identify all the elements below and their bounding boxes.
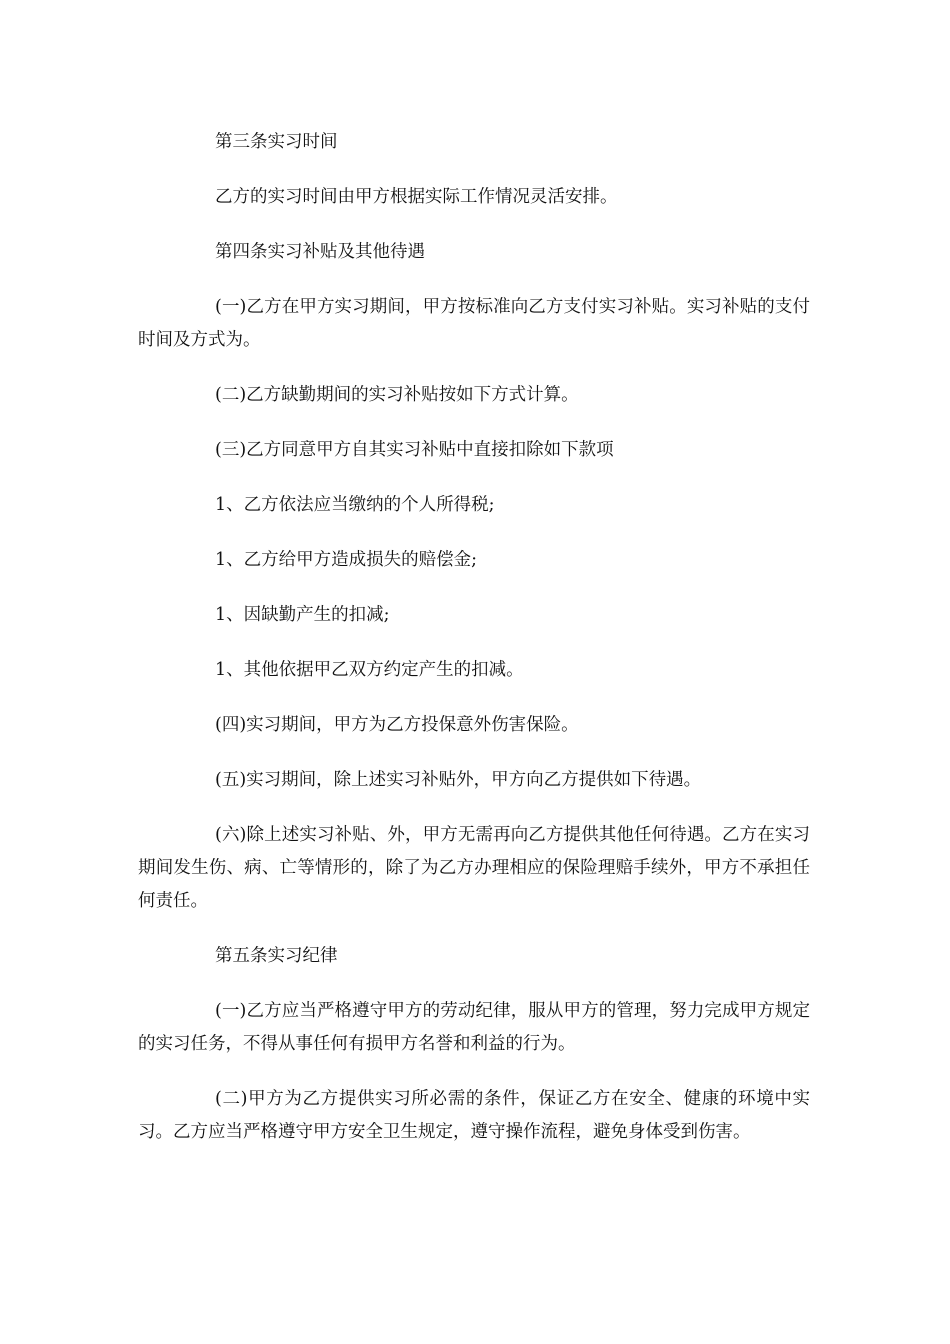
list-item: 1、乙方给甲方造成损失的赔偿金; [215, 550, 478, 570]
paragraph: (四)实习期间，甲方为乙方投保意外伤害保险。 [215, 715, 579, 735]
document-body [138, 126, 810, 1171]
paragraph: (五)实习期间，除上述实习补贴外，甲方向乙方提供如下待遇。 [215, 770, 702, 790]
section-heading-article-4: 第四条实习补贴及其他待遇 [215, 242, 425, 262]
list-item: 1、其他依据甲乙双方约定产生的扣减。 [215, 660, 524, 680]
section-heading-article-3: 第三条实习时间 [215, 132, 338, 152]
section-heading-article-5: 第五条实习纪律 [215, 946, 338, 966]
paragraph: 乙方的实习时间由甲方根据实际工作情况灵活安排。 [215, 187, 618, 207]
paragraph: (三)乙方同意甲方自其实习补贴中直接扣除如下款项 [215, 440, 614, 460]
paragraph: (一)乙方应当严格遵守甲方的劳动纪律，服从甲方的管理，努力完成甲方规定的实习任务，不得从事任何有损甲方名誉和利益的行为。 [138, 1001, 810, 1054]
list-item: 1、因缺勤产生的扣减; [215, 605, 390, 625]
paragraph: (二)乙方缺勤期间的实习补贴按如下方式计算。 [215, 385, 579, 405]
paragraph: (二)甲方为乙方提供实习所必需的条件，保证乙方在安全、健康的环境中实习。乙方应当严格遵守甲方安全卫生规定，遵守操作流程，避免身体受到伤害。 [138, 1089, 810, 1142]
paragraph: (一)乙方在甲方实习期间，甲方按标准向乙方支付实习补贴。实习补贴的支付时间及方式为。 [138, 297, 810, 350]
list-item: 1、乙方依法应当缴纳的个人所得税; [215, 495, 495, 515]
paragraph: (六)除上述实习补贴、外，甲方无需再向乙方提供其他任何待遇。乙方在实习期间发生伤、病、亡等情形的，除了为乙方办理相应的保险理赔手续外，甲方不承担任何责任。 [138, 825, 810, 911]
